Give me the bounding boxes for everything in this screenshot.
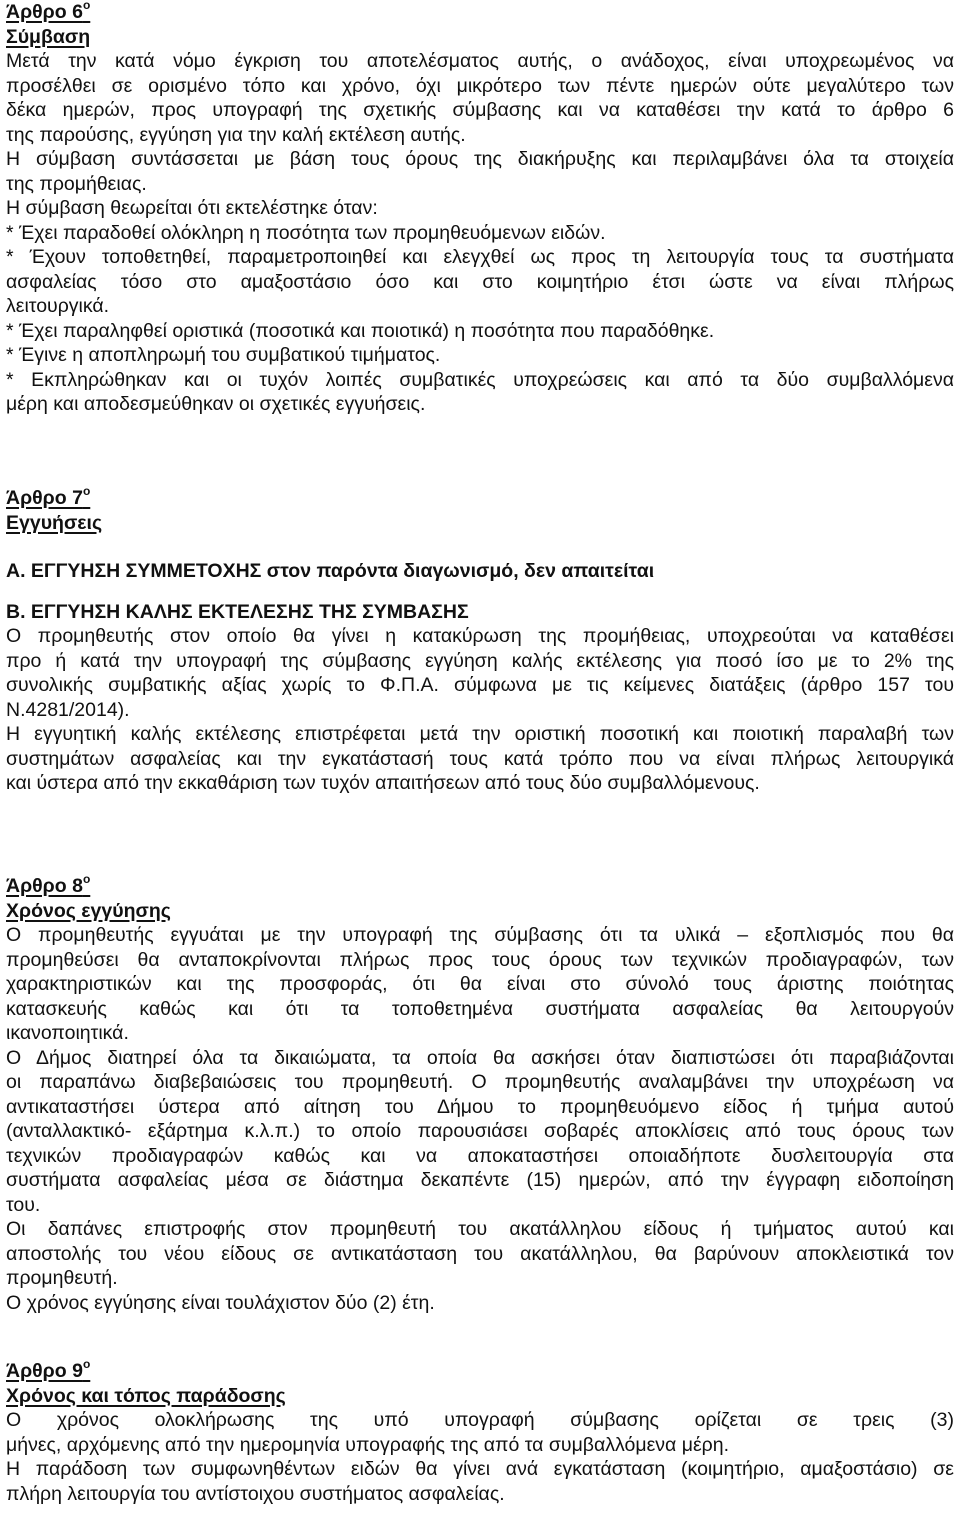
paragraph-line: χαρακτηριστικών και της προσφοράς, ότι θα είναι στο σύνολό τους άριστης ποιότητας bbox=[6, 973, 954, 995]
paragraph-line: Ο χρόνος εγγύησης είναι τουλάχιστον δύο (2) έτη. bbox=[6, 1291, 435, 1314]
paragraph-line: Ο προμηθευτής εγγυάται με την υπογραφή της σύμβασης ότι τα υλικά – εξοπλισμός που θα bbox=[6, 924, 954, 946]
paragraph-line: προμηθευτή. bbox=[6, 1267, 118, 1289]
paragraph-line: Ο προμηθευτής στον οποίο θα γίνει η κατακύρωση της προμήθειας, υποχρεούται να καταθέσει bbox=[6, 625, 954, 647]
paragraph-line: και ύστερα από την εκκαθάριση των τυχόν απαιτήσεων από τους δύο συμβαλλόμενους. bbox=[6, 772, 760, 794]
article-7 bbox=[6, 483, 954, 796]
paragraph-line: Μετά την κατά νόμο έγκριση του αποτελέσματος αυτής, ο ανάδοχος, είναι υποχρεωμένος να bbox=[6, 50, 954, 72]
paragraph-line: οι παραπάνω διαβεβαιώσεις του προμηθευτή. Ο προμηθευτής αναλαμβάνει την υποχρέωση να bbox=[6, 1071, 954, 1093]
section-a-heading: Α. ΕΓΓΥΗΣΗ ΣΥΜΜΕΤΟΧΗΣ στον παρόντα διαγωνισμό, δεν απαιτείται bbox=[6, 560, 655, 582]
paragraph-line: Ο χρόνος ολοκλήρωσης της υπό υπογραφή σύμβασης ορίζεται σε τρεις (3) bbox=[6, 1409, 954, 1431]
list-item: * Έχει παραληφθεί οριστικά (ποσοτικά και ποιοτικά) η ποσότητα που παραδόθηκε. bbox=[6, 319, 715, 342]
article-7-title: Εγγυήσεις bbox=[6, 511, 103, 534]
article-6 bbox=[6, 0, 954, 417]
paragraph-line: αποστολής του νέου είδους σε αντικατάσταση του ακατάλληλου, θα βαρύνουν αποκλειστικά τον bbox=[6, 1242, 954, 1265]
paragraph-line: συστήματα ασφαλείας μέσα σε διάστημα δεκαπέντε (15) ημερών, από την έγγραφη ειδοποίηση bbox=[6, 1169, 954, 1191]
paragraph-line: πλήρη λειτουργία του αντίστοιχου συστήματος ασφαλείας. bbox=[6, 1482, 505, 1505]
paragraph-line: Η σύμβαση θεωρείται ότι εκτελέστηκε όταν: bbox=[6, 197, 378, 219]
list-item: λειτουργικά. bbox=[6, 295, 110, 317]
article-8-title: Χρόνος εγγύησης bbox=[6, 899, 171, 922]
paragraph-line: δέκα ημερών, προς υπογραφή της σχετικής σύμβασης και να καταθέσει την κατά το άρθρο 6 bbox=[6, 99, 954, 121]
paragraph-line: μήνες, αρχόμενης από την ημερομηνία υπογραφής της από τα συμβαλλόμενα μέρη. bbox=[6, 1433, 729, 1456]
list-item: ασφαλείας τόσο στο αμαξοστάσιο όσο και στο κοιμητήριο έτσι ώστε να είναι πλήρως bbox=[6, 270, 954, 293]
list-item: * Έχει παραδοθεί ολόκληρη η ποσότητα των προμηθευόμενων ειδών. bbox=[6, 221, 606, 244]
paragraph-line: ικανοποιητικά. bbox=[6, 1022, 129, 1044]
article-9 bbox=[6, 1356, 954, 1506]
paragraph-line: της παρούσης, εγγύηση για την καλή εκτέλεση αυτής. bbox=[6, 123, 466, 146]
paragraph-line: Η εγγυητική καλής εκτέλεσης επιστρέφεται μετά την οριστική ποσοτική και ποιοτική παραλαβή των bbox=[6, 723, 954, 745]
paragraph-line: προ ή κατά την υπογραφή της σύμβασης εγγύηση καλής εκτέλεσης για ποσό ίσο με το 2% της bbox=[6, 649, 954, 672]
list-item: * Έγινε η αποπληρωμή του συμβατικού τιμήματος. bbox=[6, 344, 441, 366]
paragraph-line: συνολικής συμβατικής αξίας χωρίς το Φ.Π.Α. σύμφωνα με τις κείμενες διατάξεις (άρθρο 157 του bbox=[6, 674, 954, 696]
paragraph-line: του. bbox=[6, 1193, 41, 1216]
paragraph-line: συστημάτων ασφαλείας και την εγκατάστασή τους κατά τρόπο που να είναι πλήρως λειτουργικά bbox=[6, 747, 954, 770]
list-item: μέρη και αποδεσμεύθηκαν οι σχετικές εγγυήσεις. bbox=[6, 393, 426, 415]
list-item: * Έχουν τοποθετηθεί, παραμετροποιηθεί και ελεγχθεί ως προς τη λειτουργία τους τα συστήματα bbox=[6, 246, 954, 268]
paragraph-line: Οι δαπάνες επιστροφής στον προμηθευτή του ακατάλληλου είδους ή τμήματος αυτού και bbox=[6, 1218, 954, 1240]
paragraph-line: κατασκευής καθώς και ότι τα τοποθετημένα συστήματα ασφαλείας θα λειτουργούν bbox=[6, 997, 954, 1020]
paragraph-line: τεχνικών προδιαγραφών καθώς και να αποκαταστήσει οποιαδήποτε δυσλειτουργία στα bbox=[6, 1144, 954, 1167]
paragraph-line: Ν.4281/2014). bbox=[6, 698, 130, 721]
article-7-heading: Άρθρο $7^o$ bbox=[6, 483, 91, 509]
paragraph-line: Ο Δήμος διατηρεί όλα τα δικαιώματα, τα οποία θα ασκήσει όταν διαπιστώσει ότι παραβιάζονται bbox=[6, 1046, 954, 1069]
article-8-heading: Άρθρο $8^o$ bbox=[6, 871, 91, 897]
section-b-heading: Β. ΕΓΓΥΗΣΗ ΚΑΛΗΣ ΕΚΤΕΛΕΣΗΣ ΤΗΣ ΣΥΜΒΑΣΗΣ bbox=[6, 600, 469, 623]
article-9-title: Χρόνος και τόπος παράδοσης bbox=[6, 1384, 286, 1407]
paragraph-line: Η παράδοση των συμφωνηθέντων ειδών θα γίνει ανά εγκατάσταση (κοιμητήριο, αμαξοστάσιο) σε bbox=[6, 1458, 954, 1480]
article-6-title: Σύμβαση bbox=[6, 25, 91, 48]
paragraph-line: (ανταλλακτικό- εξάρτημα κ.λ.π.) το οποίο παρουσιάσει σοβαρές αποκλίσεις από τους όρους των bbox=[6, 1120, 954, 1142]
list-item: * Εκπληρώθηκαν και οι τυχόν λοιπές συμβατικές υποχρεώσεις και από τα δύο συμβαλλόμενα bbox=[6, 368, 954, 391]
paragraph-line: προμηθεύσει θα ανταποκρίνονται πλήρως προς τους όρους των τεχνικών προδιαγραφών, των bbox=[6, 948, 954, 971]
article-9-heading: Άρθρο $9^o$ bbox=[6, 1356, 91, 1382]
article-6-heading: Άρθρο $6^o$ bbox=[6, 0, 91, 23]
paragraph-line: αντικαταστήσει ύστερα από αίτηση του Δήμου το προμηθευόμενο είδος ή τμήμα αυτού bbox=[6, 1095, 954, 1118]
paragraph-line: της προμήθειας. bbox=[6, 172, 147, 195]
paragraph-line: προσέλθει σε ορισμένο τόπο και χρόνο, όχι μικρότερο των πέντε ημερών ούτε μεγαλύτερο των bbox=[6, 74, 954, 97]
paragraph-line: Η σύμβαση συντάσσεται με βάση τους όρους της διακήρυξης και περιλαμβάνει όλα τα στοιχεία bbox=[6, 148, 954, 170]
article-8 bbox=[6, 871, 954, 1315]
